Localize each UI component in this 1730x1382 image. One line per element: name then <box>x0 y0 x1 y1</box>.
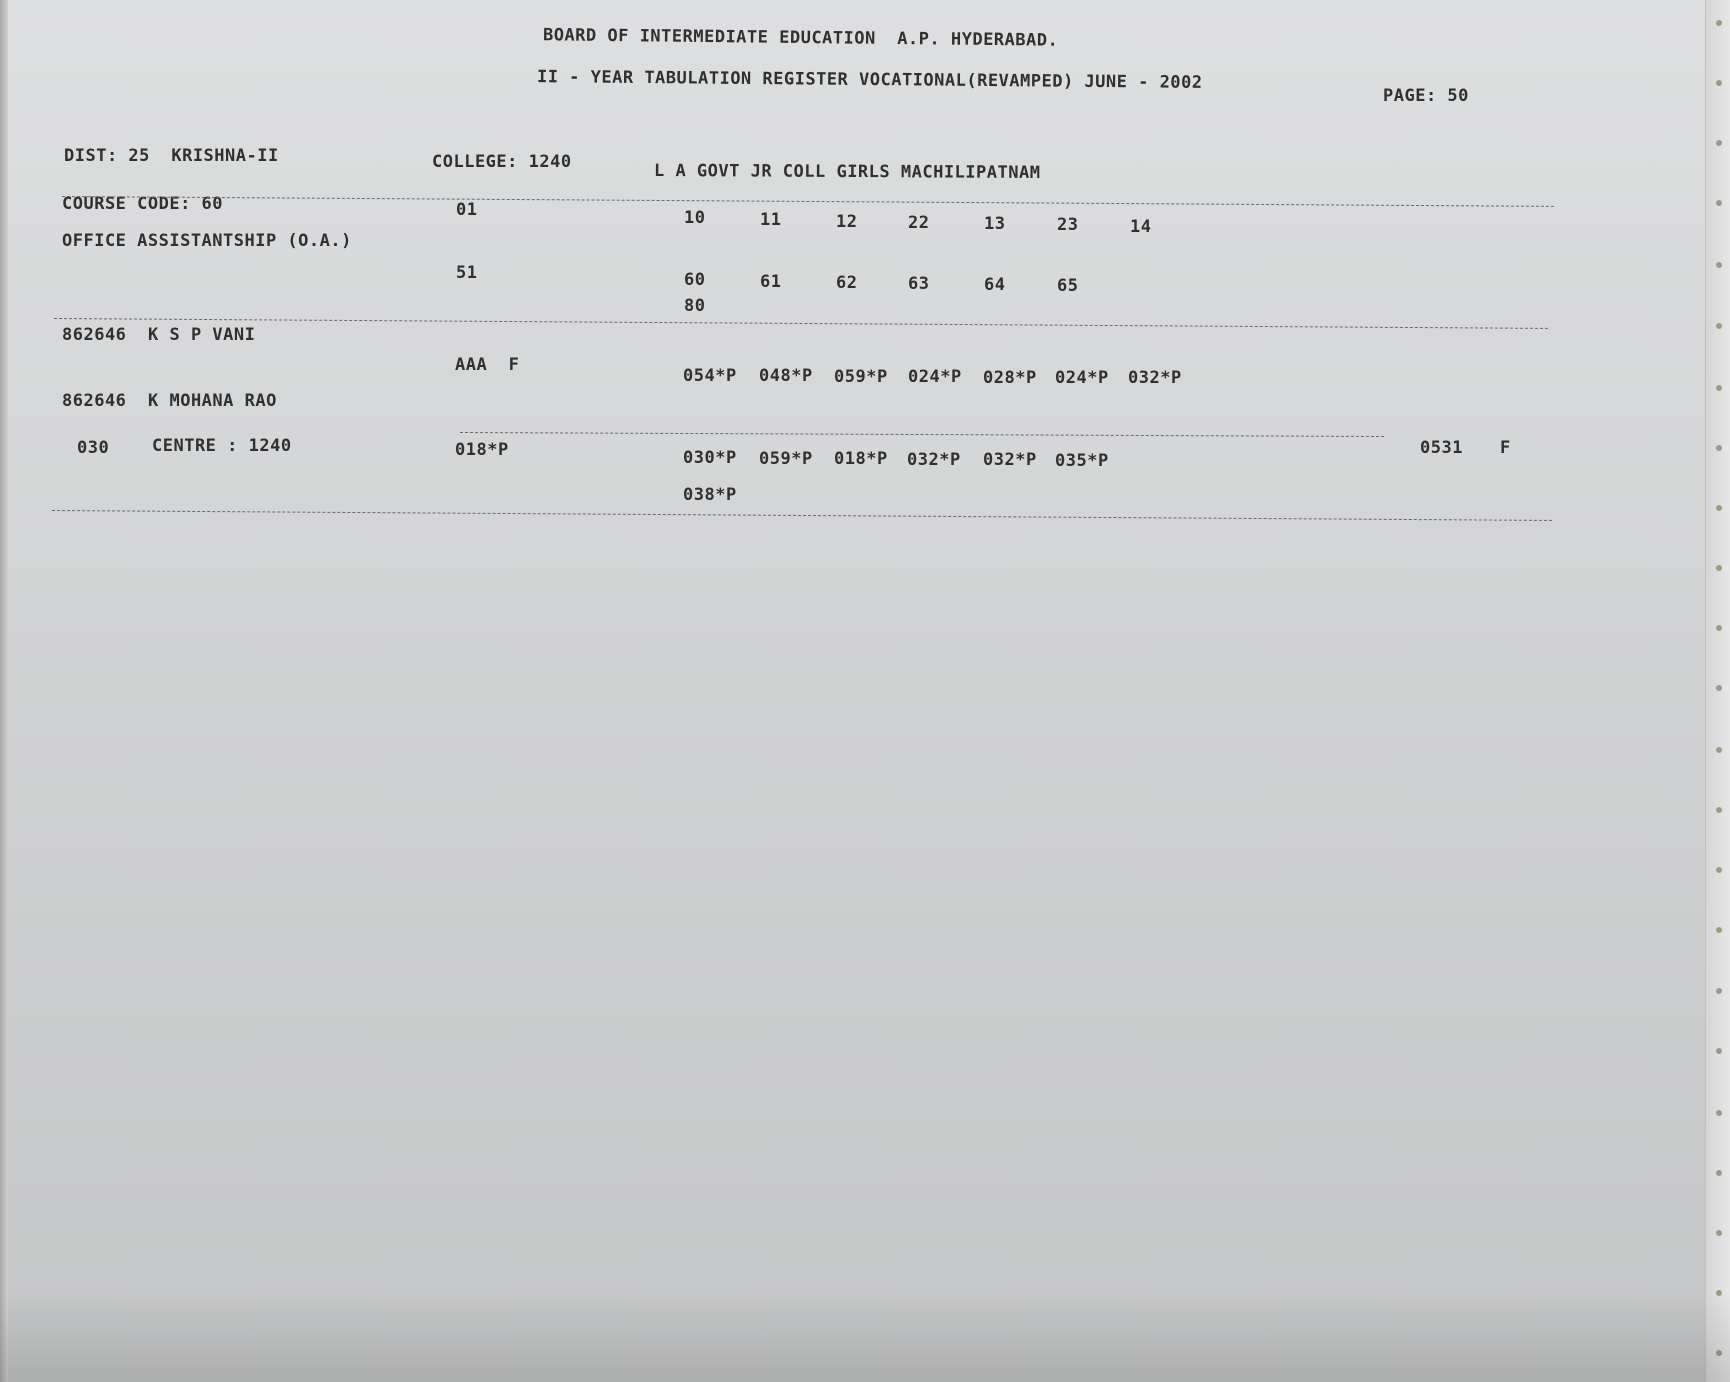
column-code-51: 51 <box>456 263 478 283</box>
tractor-feed-strip <box>1705 0 1730 1382</box>
column-code: 23 <box>1057 215 1079 235</box>
feed-hole <box>1716 807 1722 813</box>
mark: 048*P <box>759 366 813 386</box>
feed-hole <box>1716 565 1722 571</box>
mark: 032*P <box>907 450 961 470</box>
column-code: 80 <box>684 296 706 316</box>
mark: 059*P <box>759 449 813 469</box>
mark: 032*P <box>983 450 1037 470</box>
column-code: 60 <box>684 270 706 290</box>
header-bottom-rule <box>54 318 1548 329</box>
page-number: PAGE: 50 <box>1383 86 1469 106</box>
feed-hole <box>1716 20 1722 26</box>
column-code-01: 01 <box>456 200 478 220</box>
feed-hole <box>1716 685 1722 691</box>
mark: 028*P <box>983 368 1037 388</box>
mark: 054*P <box>683 366 737 386</box>
feed-hole <box>1716 262 1722 268</box>
feed-hole <box>1716 323 1722 329</box>
feed-hole <box>1716 385 1722 391</box>
feed-hole <box>1716 505 1722 511</box>
feed-hole <box>1716 445 1722 451</box>
mark: 024*P <box>1055 368 1109 388</box>
feed-hole <box>1716 1048 1722 1054</box>
column-code: 22 <box>908 213 930 233</box>
page-bottom-shadow <box>0 1292 1730 1382</box>
college-name: L A GOVT JR COLL GIRLS MACHILIPATNAM <box>653 160 1041 184</box>
feed-hole <box>1716 80 1722 86</box>
course-name: OFFICE ASSISTANTSHIP (O.A.) <box>62 231 352 251</box>
district: DIST: 25 KRISHNA-II <box>64 146 279 166</box>
feed-hole <box>1716 1170 1722 1176</box>
column-code: 64 <box>984 275 1006 295</box>
mark: 024*P <box>908 367 962 387</box>
column-code: 61 <box>760 272 782 292</box>
feed-hole <box>1716 1110 1722 1116</box>
mark: 030*P <box>683 448 737 468</box>
feed-hole <box>1716 1230 1722 1236</box>
feed-hole <box>1716 927 1722 933</box>
mark: 032*P <box>1128 368 1182 388</box>
candidate-roll: 862646 <box>62 325 127 345</box>
register-title: II - YEAR TABULATION REGISTER VOCATIONAL(REVAMPED) JUNE - 2002 <box>536 67 1203 93</box>
column-code: 10 <box>684 208 706 228</box>
feed-hole <box>1716 140 1722 146</box>
candidate-name: K S P VANI <box>148 325 256 345</box>
feed-hole <box>1716 867 1722 873</box>
record-bottom-rule <box>52 510 1552 521</box>
mark: 038*P <box>683 485 737 505</box>
guardian-roll: 862646 <box>62 391 127 411</box>
mark: 035*P <box>1055 451 1109 471</box>
mark: 059*P <box>834 367 888 387</box>
column-header-rule <box>62 196 1554 207</box>
column-code: 13 <box>984 214 1006 234</box>
grand-total: 0531 <box>1420 438 1463 458</box>
feed-hole <box>1716 988 1722 994</box>
centre-code: CENTRE : 1240 <box>152 436 292 456</box>
column-code: 65 <box>1057 276 1079 296</box>
column-code: 14 <box>1130 217 1152 237</box>
college-code: COLLEGE: 1240 <box>432 152 572 172</box>
feed-hole <box>1716 200 1722 206</box>
feed-hole <box>1716 747 1722 753</box>
course-code: COURSE CODE: 60 <box>62 194 224 214</box>
mark: 018*P <box>455 440 509 460</box>
record-mid-rule <box>460 432 1384 437</box>
column-code: 12 <box>836 212 858 232</box>
centre-sequence: 030 <box>77 438 110 458</box>
mark: 018*P <box>834 449 888 469</box>
final-result: F <box>1500 438 1511 458</box>
column-code: 63 <box>908 274 930 294</box>
column-code: 11 <box>760 210 782 230</box>
page-left-edge <box>0 0 8 1382</box>
column-code: 62 <box>836 273 858 293</box>
first-year-status: AAA F <box>455 355 520 375</box>
board-title: BOARD OF INTERMEDIATE EDUCATION A.P. HYDERABAD. <box>542 25 1059 51</box>
feed-hole <box>1716 625 1722 631</box>
guardian-name: K MOHANA RAO <box>148 391 277 411</box>
